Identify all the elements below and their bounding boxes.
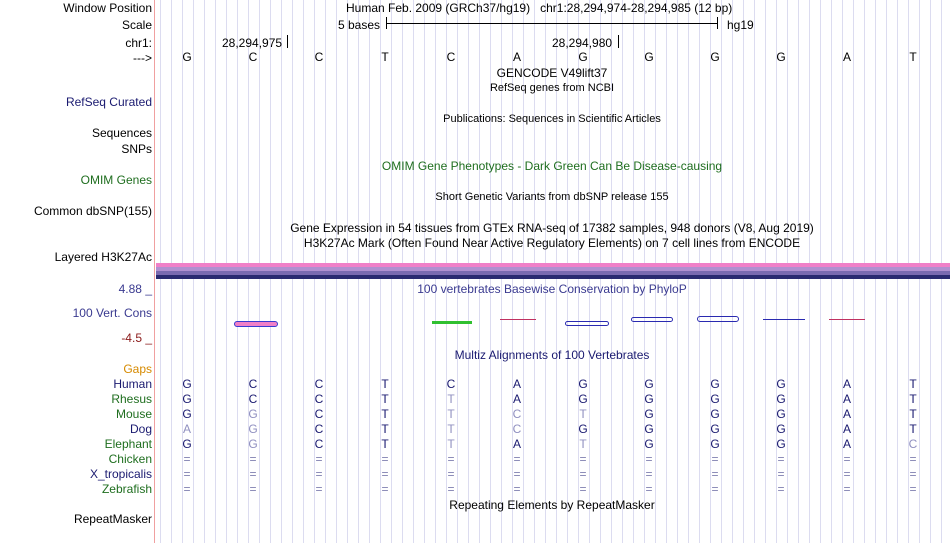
alignment-base: T [909,407,917,421]
cons-mark-3 [500,319,536,320]
alignment-base: T [579,407,587,421]
alignment-base: G [182,437,192,451]
alignment-base: = [381,482,389,496]
window-position-label: Window Position [63,1,152,15]
alignment-base: = [513,452,521,466]
alignment-base: C [314,407,324,421]
alignment-base: = [843,467,851,481]
alignment-base: A [512,437,521,451]
alignment-base: G [578,377,588,391]
species-label-rhesus[interactable]: Rhesus [111,392,152,406]
reference-base: G [578,50,588,64]
alignment-base: T [381,377,389,391]
label-separator [154,0,155,543]
alignment-base: = [645,482,653,496]
alignment-base: = [183,482,191,496]
alignment-base: = [315,467,323,481]
alignment-base: A [512,377,521,391]
alignment-base: = [777,452,785,466]
alignment-base: = [315,452,323,466]
cons-mark-8 [829,319,865,320]
alignment-base: = [645,467,653,481]
alignment-base: G [182,407,192,421]
alignment-base: G [578,422,588,436]
alignment-base: A [842,392,851,406]
alignment-base: T [381,407,389,421]
position-tick-2: 28,294,980 [552,36,613,50]
alignment-base: G [710,377,720,391]
alignment-base: = [777,467,785,481]
repeatmasker-label[interactable]: RepeatMasker [73,512,152,526]
alignment-base: = [513,467,521,481]
alignment-base: A [842,422,851,436]
alignment-base: = [381,452,389,466]
alignment-base: = [183,452,191,466]
cons-mark-4 [565,321,609,326]
alignment-base: = [579,452,587,466]
alignment-base: G [644,377,654,391]
alignment-base: G [776,377,786,391]
alignment-base: = [777,482,785,496]
position-tick-1: 28,294,975 [222,36,283,50]
alignment-base: = [843,482,851,496]
alignment-base: G [644,407,654,421]
assembly-text: Human Feb. 2009 (GRCh37/hg19) chr1:28,294,974-28,294,985 (12 bp) [346,1,733,15]
multiz-title[interactable]: Multiz Alignments of 100 Vertebrates [454,348,650,362]
reference-base: C [446,50,456,64]
reference-base: G [182,50,192,64]
species-label-dog[interactable]: Dog [129,422,152,436]
alignment-base: = [909,482,917,496]
dbsnp-label[interactable]: Common dbSNP(155) [33,204,152,218]
gtex-title[interactable]: Gene Expression in 54 tissues from GTEx RNA-seq of 17382 samples, 948 donors (V8, Aug 2019) [290,221,814,235]
h3k27ac-label[interactable]: Layered H3K27Ac [54,250,152,264]
refseq-curated-label[interactable]: RefSeq Curated [65,95,152,109]
alignment-base: = [711,482,719,496]
species-label-x_tropicalis[interactable]: X_tropicalis [89,467,152,481]
publications-title[interactable]: Publications: Sequences in Scientific Articles [443,113,661,125]
sequences-label[interactable]: Sequences [91,126,152,140]
alignment-base: G [776,422,786,436]
scale-bar-right [717,17,718,29]
alignment-base: T [381,422,389,436]
alignment-base: = [447,482,455,496]
alignment-base: C [908,437,918,451]
reference-base: A [842,50,851,64]
scale-label: Scale [121,18,152,32]
cons-mark-6 [697,316,739,322]
alignment-base: C [512,407,522,421]
reference-base: T [909,50,917,64]
alignment-base: C [314,377,324,391]
species-label-elephant[interactable]: Elephant [104,437,152,451]
range-text: chr1:28,294,974-28,294,985 (12 bp) [540,1,733,15]
alignment-base: = [315,482,323,496]
cons-mark-1 [234,321,278,327]
alignment-base: C [314,437,324,451]
alignment-base: A [842,407,851,421]
alignment-base: T [579,437,587,451]
alignment-base: = [249,467,257,481]
position-tick-1-mark [287,35,288,48]
gaps-label[interactable]: Gaps [123,362,152,376]
alignment-base: G [182,392,192,406]
alignment-base: = [579,467,587,481]
phylop-max: 4.88 _ [118,282,152,296]
alignment-base: = [249,452,257,466]
alignment-base: T [447,407,455,421]
alignment-base: A [842,437,851,451]
alignment-base: C [248,377,258,391]
alignment-base: G [710,437,720,451]
alignment-base: = [447,467,455,481]
db-text: hg19 [727,18,754,32]
species-label-chicken[interactable]: Chicken [108,452,152,466]
species-label-human[interactable]: Human [113,377,152,391]
alignment-base: T [447,392,455,406]
strand-label: ---> [133,51,152,65]
snps-label[interactable]: SNPs [121,142,152,156]
reference-base: C [314,50,324,64]
omim-genes-label[interactable]: OMIM Genes [80,173,152,187]
alignment-base: C [248,392,258,406]
reference-base: A [512,50,521,64]
reference-base: G [776,50,786,64]
alignment-base: A [842,377,851,391]
cons-mark-7 [763,319,805,320]
h3k27ac-dark-layer [156,275,950,279]
alignment-base: G [644,392,654,406]
cons-mark-2 [432,321,472,324]
alignment-base: T [909,422,917,436]
alignment-base: T [909,377,917,391]
species-label-mouse[interactable]: Mouse [115,407,152,421]
alignment-base: T [381,392,389,406]
alignment-base: = [909,452,917,466]
reference-base: C [248,50,258,64]
alignment-base: = [447,452,455,466]
alignment-base: = [909,467,917,481]
alignment-base: = [711,467,719,481]
phylop-min: -4.5 _ [121,331,152,345]
alignment-base: C [314,422,324,436]
alignment-base: G [248,437,258,451]
omim-title[interactable]: OMIM Gene Phenotypes - Dark Green Can Be Disease-causing [381,159,723,173]
alignment-base: T [381,437,389,451]
dbsnp-title[interactable]: Short Genetic Variants from dbSNP release 155 [435,191,669,203]
alignment-base: G [710,392,720,406]
species-label-zebrafish[interactable]: Zebrafish [101,482,152,496]
alignment-base: T [909,392,917,406]
alignment-base: = [579,482,587,496]
h3k27ac-title[interactable]: H3K27Ac Mark (Often Found Near Active Regulatory Elements) on 7 cell lines from ENCODE [303,236,801,250]
alignment-base: G [710,422,720,436]
alignment-base: C [314,392,324,406]
scale-bar [386,23,718,24]
alignment-base: A [182,422,191,436]
alignment-base: = [183,467,191,481]
alignment-base: G [776,407,786,421]
alignment-base: = [513,482,521,496]
alignment-base: G [776,437,786,451]
alignment-base: C [512,422,522,436]
alignment-base: = [843,452,851,466]
alignment-base: G [248,407,258,421]
alignment-base: G [710,407,720,421]
reference-base: G [644,50,654,64]
cons-mark-5 [631,317,673,322]
reference-base: T [381,50,389,64]
gencode-title[interactable]: GENCODE V49lift37 [496,66,608,80]
alignment-base: = [381,467,389,481]
cons-label[interactable]: 100 Vert. Cons [72,306,152,320]
alignment-base: G [776,392,786,406]
alignment-base: T [447,422,455,436]
alignment-base: C [446,377,456,391]
alignment-base: G [644,437,654,451]
repeatmasker-title[interactable]: Repeating Elements by RepeatMasker [449,498,655,512]
phylop-title[interactable]: 100 vertebrates Basewise Conservation by PhyloP [417,282,687,296]
alignment-base: = [249,482,257,496]
alignment-base: G [644,422,654,436]
reference-base: G [710,50,720,64]
alignment-base: G [578,392,588,406]
alignment-base: A [512,392,521,406]
alignment-base: = [645,452,653,466]
position-tick-2-mark [618,35,619,48]
alignment-base: G [248,422,258,436]
alignment-base: = [711,452,719,466]
scale-text: 5 bases [338,18,381,32]
alignment-base: G [182,377,192,391]
chr-label: chr1: [125,36,152,50]
alignment-base: T [447,437,455,451]
refseq-subtitle[interactable]: RefSeq genes from NCBI [489,82,615,94]
